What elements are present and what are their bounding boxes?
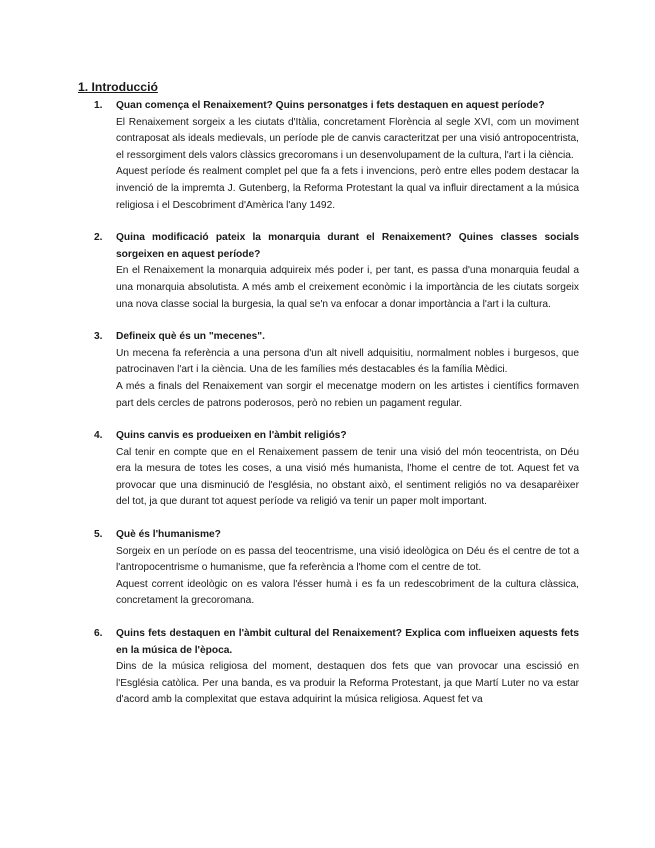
question-item-2 xyxy=(0,230,655,313)
question-item-6 xyxy=(0,626,655,709)
answer-paragraph: Dins de la música religiosa del moment, destaquen dos fets que van provocar una escissió en l'Església catòlica. Per una banda, es va produir la Reforma Protestant, ja que Martí Luter no va estar d'acord amb la complexitat que estava adquirint la música religiosa. Aquest fet va xyxy=(116,661,579,706)
answer-paragraph: Sorgeix en un període on es passa del teocentrisme, una visió ideològica on Déu és el centre de tot a l'antropocentrisme o humanisme, que fa referència a l'home com el centre de tot. xyxy=(116,545,579,574)
question-text: Quina modificació pateix la monarquia durant el Renaixement? Quines classes socials sorgeixen en aquest període? xyxy=(116,232,579,260)
question-number: 1. xyxy=(94,100,103,111)
answer-paragraph: Un mecena fa referència a una persona d'un alt nivell adquisitiu, normalment nobles i burgesos, que patrocinaven l'art i la ciència. Una de les famílies més destacables és la família Mèdici. xyxy=(116,347,579,376)
question-number: 5. xyxy=(94,529,103,541)
answer-paragraph: Aquest corrent ideològic on es valora l'ésser humà i es fa un redescobriment de la cultura clàssica, concretament la grecoromana. xyxy=(116,578,579,607)
question-item-5 xyxy=(0,527,655,610)
question-number: 6. xyxy=(94,628,103,640)
question-number: 3. xyxy=(94,331,103,343)
question-text: Què és l'humanisme? xyxy=(116,529,221,541)
question-number: 4. xyxy=(94,430,103,442)
answer-paragraph: En el Renaixement la monarquia adquireix més poder i, per tant, es passa d'una monarquia feudal a una monarquia absolutista. A més amb el creixement econòmic i la importància de les ciutats sorgeix una nova classe social la burgesia, la qual se'n va enfocar a donar importància a l'art i la cultura. xyxy=(116,265,579,310)
question-text: Quins canvis es produeixen en l'àmbit religiós? xyxy=(116,430,347,442)
question-list xyxy=(0,98,655,709)
question-item-4 xyxy=(0,428,655,511)
answer-paragraph: A més a finals del Renaixement van sorgir el mecenatge modern on les artistes i científics formaven part dels cercles de patrons poderosos, però no rebien un pagament regular. xyxy=(116,380,579,409)
answer-paragraph: El Renaixement sorgeix a les ciutats d'Itàlia, concretament Florència al segle XVI, com un moviment contraposat als ideals medievals, un període ple de canvis caracteritzat per una visió antropocentrista, el ressorgiment dels valors clàssics grecoromans i un desenvolupament de la cultura, l'art i la ciència. xyxy=(116,116,579,161)
section-title: 1. Introducció xyxy=(78,80,158,94)
question-item-1 xyxy=(0,98,655,214)
question-number: 2. xyxy=(94,232,103,244)
question-text: Defineix què és un "mecenes". xyxy=(116,331,265,343)
answer-paragraph: Aquest període és realment complet pel que fa a fets i invencions, però entre elles podem destacar la invenció de la impremta J. Gutenberg, la Reforma Protestant la qual va influir directament a la música religiosa i el Descobriment d'Amèrica l'any 1492. xyxy=(116,166,579,211)
answer-paragraph: Cal tenir en compte que en el Renaixement passem de tenir una visió del món teocentrista, on Déu era la mesura de totes les coses, a una visió més humanista, l'home el centre de tot. Aquest fet va provocar que una disminució de l'església, no obstant això, el sentiment religiós no va desaparèixer del tot, ja que durant tot aquest període va religió va tenir un paper molt important. xyxy=(116,446,579,508)
question-text: Quan comença el Renaixement? Quins personatges i fets destaquen en aquest període? xyxy=(116,100,545,111)
question-text: Quins fets destaquen en l'àmbit cultural del Renaixement? Explica com influeixen aquests fets en la música de l'època. xyxy=(116,628,579,656)
question-item-3 xyxy=(0,329,655,412)
